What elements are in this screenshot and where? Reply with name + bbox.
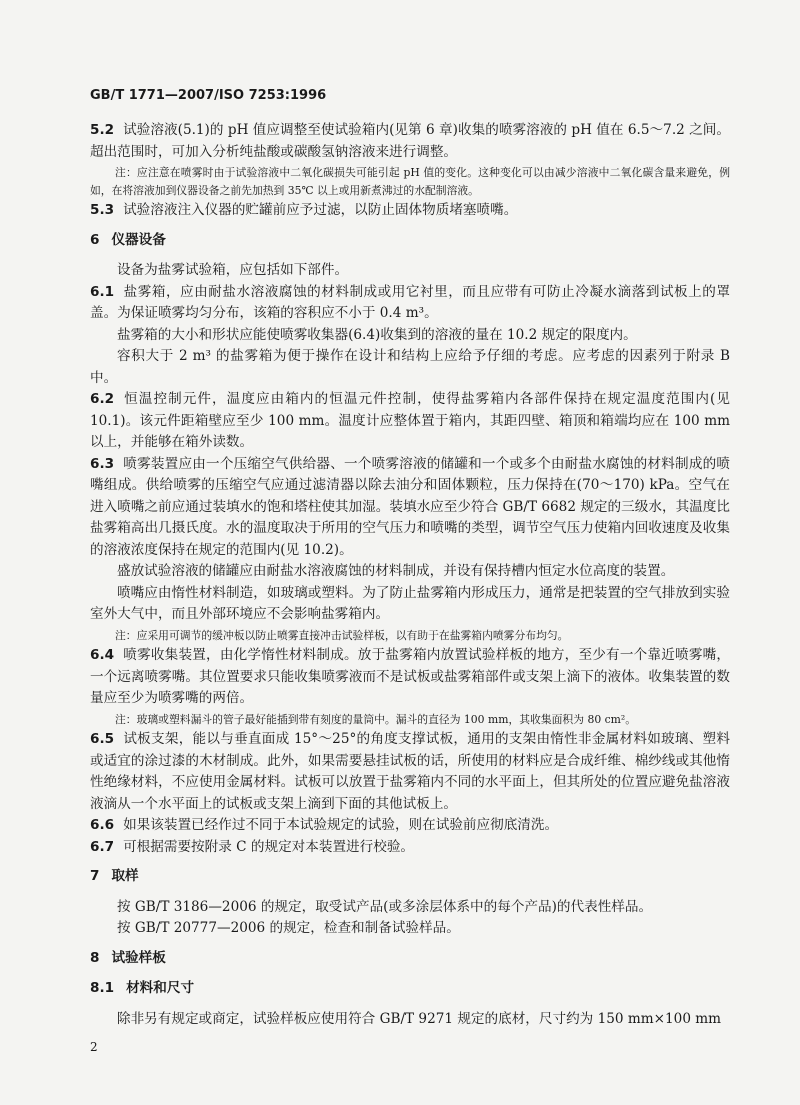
clause [90, 282, 730, 325]
clause-number: 6.1 [90, 283, 115, 300]
section-number: 8.1 [90, 980, 115, 996]
clause-number: 6.6 [90, 817, 115, 833]
clause-text: 可根据需要按附录 C 的规定对本装置进行校验。 [123, 838, 415, 855]
section-heading [90, 230, 730, 252]
section-title: 材料和尺寸 [126, 980, 195, 996]
clause [90, 200, 730, 222]
section-title: 仪器设备 [111, 231, 166, 248]
section-title: 取样 [111, 868, 139, 884]
section-number: 7 [90, 868, 100, 884]
paragraph: 容积大于 2 m³ 的盐雾箱为便于操作在设计和结构上应给予仔细的考虑。应考虑的因素列于附录 B 中。 [90, 348, 730, 386]
clause-number: 6.4 [90, 647, 115, 663]
section-heading [90, 948, 730, 970]
standard-header: GB/T 1771—2007/ISO 7253:1996 [90, 88, 327, 103]
clause-number: 6.2 [90, 391, 115, 407]
page-number: 2 [90, 1040, 98, 1054]
clause-number: 6.3 [90, 455, 115, 472]
clause-number: 6.5 [90, 731, 115, 747]
section-heading [90, 866, 730, 888]
clause [90, 815, 730, 837]
paragraph: 盛放试验溶液的储罐应由耐盐水溶液腐蚀的材料制成，并设有保持槽内恒定水位高度的装置。 [117, 563, 675, 579]
clause-text: 试板支架，能以与垂直面成 15°～25°的角度支撑试板，通用的支架由惰性非金属材料如玻璃、塑料或适宜的涂过漆的木材制成。此外，如果需要悬挂试板的话，所使用的材料应是合成纤维、棉纱线或其他惰性绝缘材料，不应使用金属材料。试板可以放置于盐雾箱内不同的水平面上，但其所处的位置应避免盐溶液液滴从一个水平面上的试板或支架上滴到下面的其他试板上。 [90, 731, 730, 812]
note: 注：应采用可调节的缓冲板以防止喷雾直接冲击试验样板，以有助于在盐雾箱内喷雾分布均匀。 [115, 628, 569, 642]
clause [90, 645, 730, 710]
section-title: 试验样板 [111, 949, 166, 966]
section-heading [90, 978, 730, 1000]
paragraph: 设备为盐雾试验箱，应包括如下部件。 [117, 262, 349, 278]
note: 注：应注意在喷雾时由于试验溶液中二氧化碳损失可能引起 pH 值的变化。这种变化可以由减少溶液中二氧化碳含量来避免，例如，在将溶液加到仪器设备之前先加热到 35℃ 以上或用新煮沸过的水配制溶液。 [90, 166, 730, 197]
clause [90, 120, 730, 163]
clause-number: 5.3 [90, 202, 115, 218]
note: 注：玻璃或塑料漏斗的管子最好能插到带有刻度的量筒中。漏斗的直径为 100 mm，其收集面积为 80 cm²。 [115, 712, 637, 726]
clause [90, 454, 730, 562]
clause-text: 盐雾箱，应由耐盐水溶液腐蚀的材料制成或用它衬里，而且应带有可防止冷凝水滴落到试板上的罩盖。为保证喷雾均匀分布，该箱的容积应不小于 0.4 m³。 [90, 283, 730, 321]
clause-text: 恒温控制元件，温度应由箱内的恒温元件控制，使得盐雾箱内各部件保持在规定温度范围内(见 10.1)。该元件距箱壁应至少 100 mm。温度计应整体置于箱内，其距四壁、箱顶和箱端均应在 100 mm 以上，并能够在箱外读数。 [90, 391, 730, 450]
clause [90, 389, 730, 454]
paragraph: 除非另有规定或商定，试验样板应使用符合 GB/T 9271 规定的底材，尺寸约为 150 mm×100 mm [117, 1010, 722, 1027]
clause-text: 喷雾装置应由一个压缩空气供给器、一个喷雾溶液的储罐和一个或多个由耐盐水腐蚀的材料制成的喷嘴组成。供给喷雾的压缩空气应通过滤清器以除去油分和固体颗粒，压力保持在(70～170) kPa。空气在进入喷嘴之前应通过装填水的饱和塔柱使其加湿。装填水应至少符合 GB/T 6682 规定的三级水，其温度比盐雾箱高出几摄氏度。水的温度取决于所用的空气压力和喷嘴的类型，调节空气压力使箱内回收速度及收集的溶液浓度保持在规定的范围内(见 10.2)。 [90, 455, 730, 558]
paragraph: 按 GB/T 20777—2006 的规定，检查和制备试验样品。 [117, 920, 460, 936]
section-number: 8 [90, 949, 100, 966]
clause-text: 喷雾收集装置，由化学惰性材料制成。放于盐雾箱内放置试验样板的地方，至少有一个靠近喷雾嘴，一个远离喷雾嘴。其位置要求只能收集喷雾液而不是试板或盐雾箱部件或支架上滴下的液体。收集装置的数量应至少为喷雾嘴的两倍。 [90, 647, 730, 706]
paragraph: 盐雾箱的大小和形状应能使喷雾收集器(6.4)收集到的溶液的量在 10.2 规定的限度内。 [117, 326, 637, 343]
clause-number: 5.2 [90, 122, 115, 138]
paragraph: 按 GB/T 3186—2006 的规定，取受试产品(或多涂层体系中的每个产品)的代表性样品。 [117, 898, 653, 915]
clause-text: 试验溶液(5.1)的 pH 值应调整至使试验箱内(见第 6 章)收集的喷雾溶液的 pH 值在 6.5～7.2 之间。超出范围时，可加入分析纯盐酸或碳酸氢钠溶液来进行调整。 [90, 122, 730, 160]
section-number: 6 [90, 231, 100, 248]
clause [90, 729, 730, 815]
clause-text: 试验溶液注入仪器的贮罐前应予过滤，以防止固体物质堵塞喷嘴。 [123, 202, 518, 218]
clause-number: 6.7 [90, 838, 115, 855]
clause [90, 837, 730, 859]
paragraph: 喷嘴应由惰性材料制造，如玻璃或塑料。为了防止盐雾箱内形成压力，通常是把装置的空气排放到实验室外大气中，而且外部环境应不会影响盐雾箱内。 [90, 584, 730, 622]
clause-text: 如果该装置已经作过不同于本试验规定的试验，则在试验前应彻底清洗。 [123, 817, 559, 833]
document-body [90, 120, 730, 1030]
